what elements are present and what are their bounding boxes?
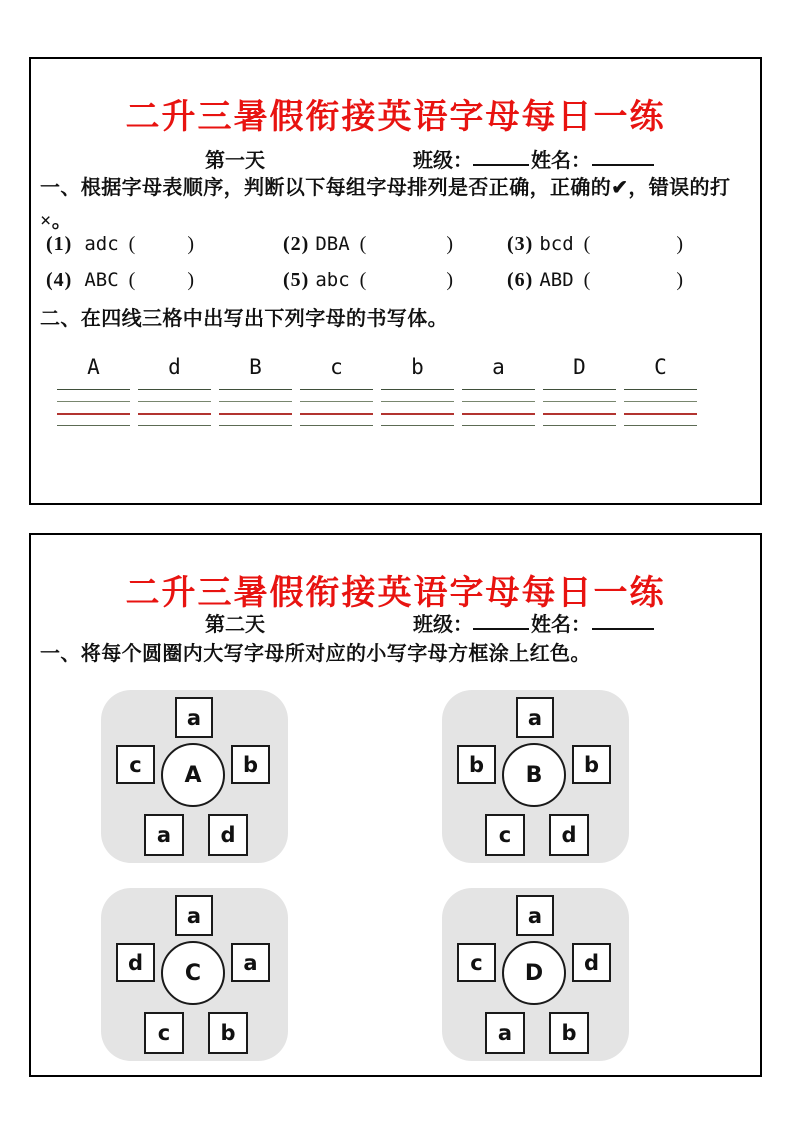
letter-box-label: a [497, 1021, 513, 1045]
grid-top-line [57, 389, 130, 401]
class-blank-line[interactable] [473, 610, 529, 630]
model-letter: b [411, 355, 424, 379]
worksheet-page-day2 [29, 533, 762, 1077]
grid-bottom-line [300, 425, 373, 437]
item-letters: adc [84, 233, 119, 255]
letter-box-right[interactable] [231, 745, 270, 784]
judge-item-1 [46, 233, 194, 256]
paren-close: ) [446, 269, 453, 291]
grid-upper-mid-line [138, 401, 211, 413]
letter-box-label: b [468, 752, 485, 777]
paren-open: ( [359, 233, 367, 255]
grid-top-line [138, 389, 211, 401]
section2-instruction: 二、在四线三格中出写出下列字母的书写体。 [40, 308, 448, 330]
grid-bottom-line [624, 425, 697, 437]
letter-box-bottom-right[interactable] [208, 1012, 248, 1054]
model-letter: A [87, 355, 100, 379]
answer-parentheses[interactable] [360, 269, 453, 292]
model-letter: C [654, 355, 667, 379]
writing-cell[interactable] [300, 355, 373, 437]
answer-parentheses[interactable] [584, 233, 683, 256]
letter-box-label: b [242, 752, 259, 777]
paren-close: ) [446, 233, 453, 255]
answer-parentheses[interactable] [129, 269, 194, 292]
letter-box-bottom-left[interactable] [144, 814, 184, 856]
letter-box-left[interactable] [116, 745, 155, 784]
grid-upper-mid-line [462, 401, 535, 413]
letter-box-label: b [220, 1021, 236, 1045]
writing-cell[interactable] [624, 355, 697, 437]
letter-box-top[interactable] [516, 895, 554, 936]
letter-box-label: a [186, 705, 202, 730]
uppercase-circle [502, 743, 566, 807]
class-label: 班级： [413, 614, 473, 636]
letter-box-bottom-right[interactable] [208, 814, 248, 856]
writing-cell[interactable] [57, 355, 130, 437]
grid-red-base-line [300, 413, 373, 425]
item-letters: ABC [84, 269, 119, 291]
letter-box-label: a [186, 903, 202, 928]
grid-red-base-line [624, 413, 697, 425]
letter-box-label: d [220, 823, 236, 847]
item-number: (3) [507, 233, 534, 255]
grid-bottom-line [219, 425, 292, 437]
judge-items-row2 [31, 269, 760, 299]
model-letter: d [168, 355, 181, 379]
header-meta-row [31, 144, 760, 170]
grid-upper-mid-line [57, 401, 130, 413]
item-number: (5) [283, 269, 310, 291]
letter-box-left[interactable] [116, 943, 155, 982]
letter-box-label: d [583, 950, 600, 975]
four-line-writing-grid [57, 355, 697, 437]
answer-blank[interactable] [366, 249, 446, 250]
writing-cell[interactable] [462, 355, 535, 437]
answer-blank[interactable] [135, 285, 187, 286]
circle-letter: C [184, 960, 202, 986]
paren-open: ( [128, 233, 136, 255]
grid-bottom-line [138, 425, 211, 437]
writing-cell[interactable] [219, 355, 292, 437]
puzzle-group-C [101, 888, 288, 1061]
letter-box-bottom-left[interactable] [144, 1012, 184, 1054]
circle-letter: D [524, 960, 544, 986]
day-label: 第一天 [205, 150, 265, 172]
letter-box-label: b [561, 1021, 577, 1045]
letter-box-label: c [470, 950, 483, 975]
item-letters: abc [315, 269, 350, 291]
grid-red-base-line [57, 413, 130, 425]
item-letters: bcd [539, 233, 574, 255]
item-number: (1) [46, 233, 73, 255]
grid-bottom-line [462, 425, 535, 437]
answer-parentheses[interactable] [360, 233, 453, 256]
circle-letter: A [184, 762, 202, 788]
letter-box-left[interactable] [457, 943, 496, 982]
section1-instruction-line1: 一、根据字母表顺序，判断以下每组字母排列是否正确，正确的✔，错误的打 [40, 177, 731, 199]
day-label: 第二天 [205, 614, 265, 636]
item-letters: DBA [315, 233, 350, 255]
letter-box-right[interactable] [572, 745, 611, 784]
item-letters: ABD [539, 269, 574, 291]
section1-instruction: 一、将每个圆圈内大写字母所对应的小写字母方框涂上红色。 [40, 643, 591, 665]
puzzle-group-A [101, 690, 288, 863]
answer-parentheses[interactable] [129, 233, 194, 256]
grid-upper-mid-line [543, 401, 616, 413]
model-letter: B [249, 355, 262, 379]
grid-bottom-line [543, 425, 616, 437]
page-title: 二升三暑假衔接英语字母每日一练 [125, 99, 666, 136]
worksheet-page-day1 [29, 57, 762, 505]
model-letter: c [330, 355, 343, 379]
name-blank-line[interactable] [592, 146, 654, 166]
name-label: 姓名： [531, 614, 591, 636]
paren-open: ( [359, 269, 367, 291]
grid-bottom-line [57, 425, 130, 437]
letter-box-top[interactable] [516, 697, 554, 738]
writing-cell[interactable] [381, 355, 454, 437]
judge-items-row1 [31, 233, 760, 263]
grid-top-line [462, 389, 535, 401]
grid-upper-mid-line [300, 401, 373, 413]
letter-box-right[interactable] [572, 943, 611, 982]
circle-letter: B [525, 762, 543, 788]
name-blank-line[interactable] [592, 610, 654, 630]
letter-box-label: a [243, 950, 258, 975]
paren-open: ( [128, 269, 136, 291]
answer-blank[interactable] [590, 249, 676, 250]
paren-close: ) [676, 233, 683, 255]
letter-box-label: c [498, 823, 512, 847]
grid-red-base-line [219, 413, 292, 425]
letter-box-label: b [583, 752, 600, 777]
class-label: 班级： [413, 150, 473, 172]
grid-top-line [300, 389, 373, 401]
letter-box-top[interactable] [175, 697, 213, 738]
letter-box-top[interactable] [175, 895, 213, 936]
paren-close: ) [187, 269, 194, 291]
section1-instruction-line2: ×。 [40, 210, 73, 232]
grid-red-base-line [462, 413, 535, 425]
letter-box-bottom-right[interactable] [549, 1012, 589, 1054]
judge-item-6 [507, 269, 683, 292]
grid-top-line [543, 389, 616, 401]
judge-item-5 [283, 269, 453, 292]
grid-top-line [381, 389, 454, 401]
class-blank-line[interactable] [473, 146, 529, 166]
paren-open: ( [583, 269, 591, 291]
judge-item-3 [507, 233, 683, 256]
grid-red-base-line [543, 413, 616, 425]
letter-box-left[interactable] [457, 745, 496, 784]
item-number: (4) [46, 269, 73, 291]
grid-top-line [219, 389, 292, 401]
puzzle-group-B [442, 690, 629, 863]
answer-blank[interactable] [590, 285, 676, 286]
letter-box-bottom-right[interactable] [549, 814, 589, 856]
model-letter: a [492, 355, 505, 379]
answer-parentheses[interactable] [584, 269, 683, 292]
letter-box-label: a [527, 705, 543, 730]
letter-box-label: d [561, 823, 577, 847]
grid-red-base-line [381, 413, 454, 425]
grid-upper-mid-line [381, 401, 454, 413]
paren-close: ) [187, 233, 194, 255]
uppercase-circle [161, 743, 225, 807]
writing-cell[interactable] [543, 355, 616, 437]
letter-box-label: c [157, 1021, 171, 1045]
letter-box-right[interactable] [231, 943, 270, 982]
uppercase-circle [502, 941, 566, 1005]
grid-red-base-line [138, 413, 211, 425]
judge-item-4 [46, 269, 194, 292]
name-label: 姓名： [531, 150, 591, 172]
item-number: (2) [283, 233, 310, 255]
writing-cell[interactable] [138, 355, 211, 437]
judge-item-2 [283, 233, 453, 256]
letter-box-label: c [129, 752, 142, 777]
answer-blank[interactable] [366, 285, 446, 286]
answer-blank[interactable] [135, 249, 187, 250]
letter-box-label: a [156, 823, 172, 847]
letter-box-bottom-left[interactable] [485, 1012, 525, 1054]
letter-box-label: a [527, 903, 543, 928]
letter-box-bottom-left[interactable] [485, 814, 525, 856]
grid-upper-mid-line [219, 401, 292, 413]
paren-close: ) [676, 269, 683, 291]
uppercase-circle [161, 941, 225, 1005]
grid-bottom-line [381, 425, 454, 437]
grid-upper-mid-line [624, 401, 697, 413]
grid-top-line [624, 389, 697, 401]
puzzle-group-D [442, 888, 629, 1061]
item-number: (6) [507, 269, 534, 291]
paren-open: ( [583, 233, 591, 255]
letter-box-label: d [127, 950, 144, 975]
page-title: 二升三暑假衔接英语字母每日一练 [125, 575, 666, 612]
header-meta-row [31, 608, 760, 634]
model-letter: D [573, 355, 586, 379]
